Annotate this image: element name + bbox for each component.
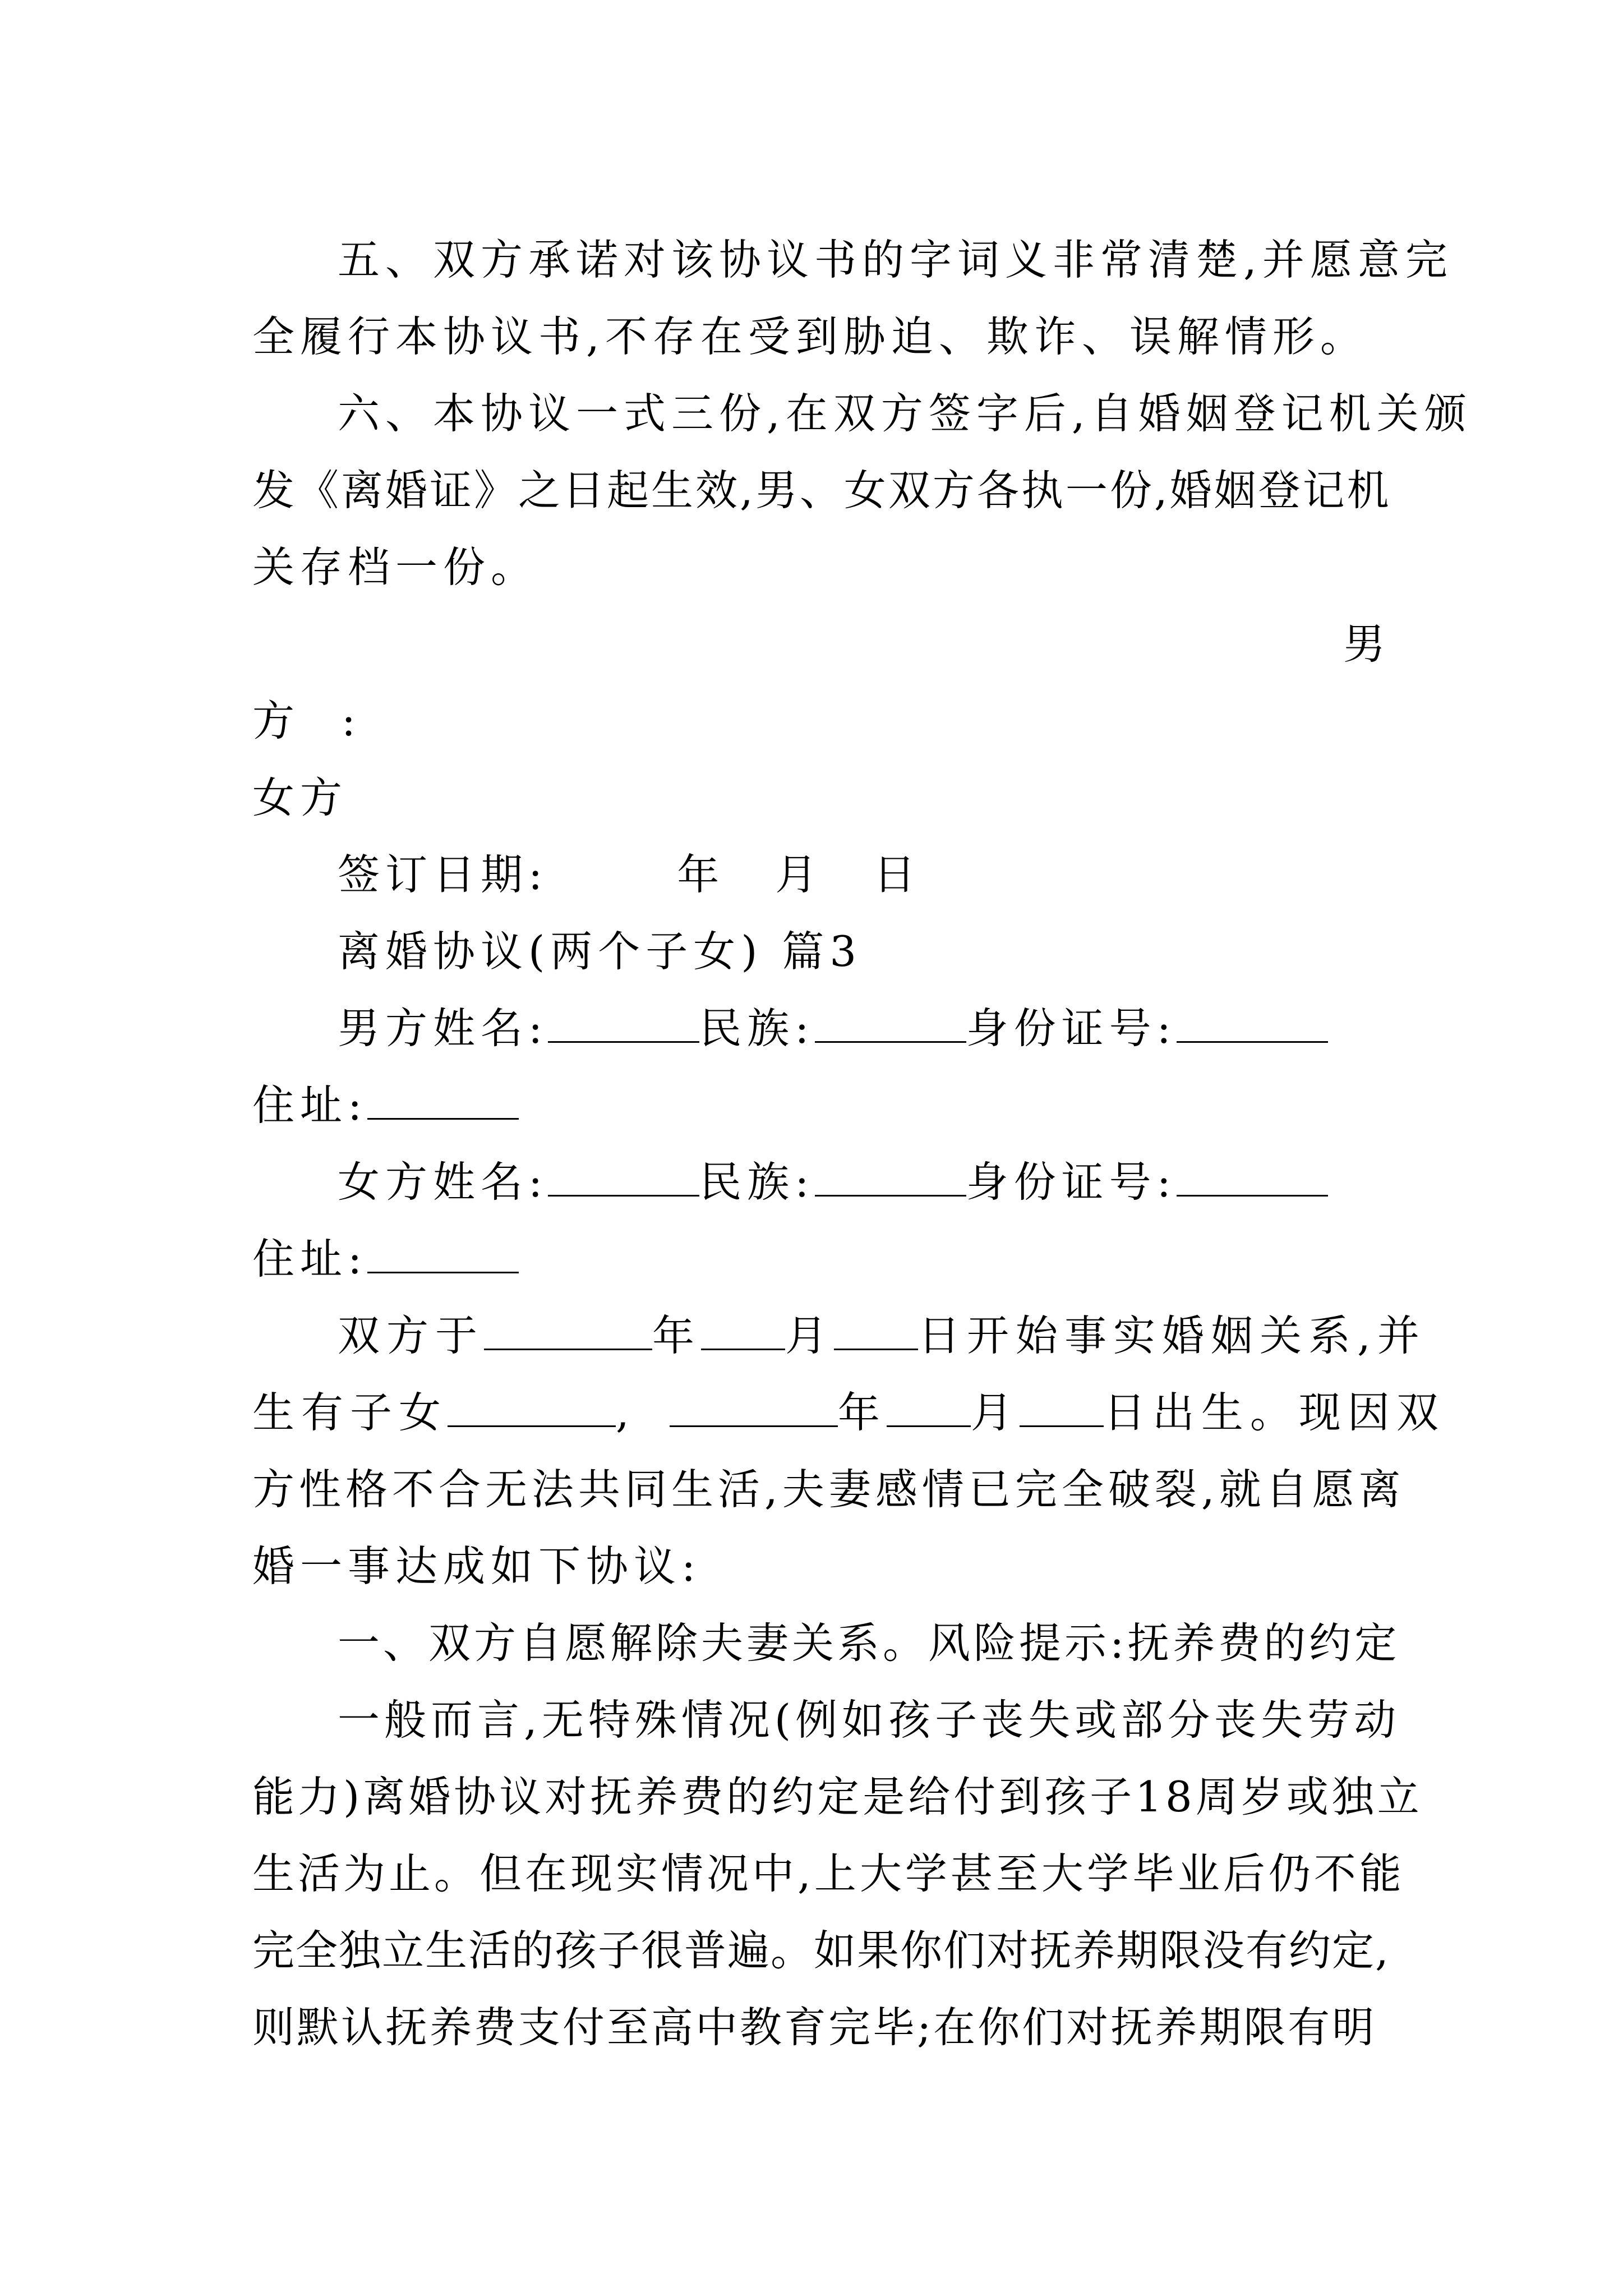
intro-l2-comma: , [616,1388,636,1437]
clause-6-line-2: 发《离婚证》之日起生效,男、女双方各执一份,婚姻登记机 [252,466,1391,515]
clause-6-line-3: 关存档一份。 [252,542,539,592]
intro-l2-month: 月 [970,1388,1020,1437]
birth-day-blank [1020,1389,1104,1427]
birth-month-blank [887,1389,971,1427]
male-ethnicity-blank [815,1005,966,1043]
male-signature-label: 方 : [252,696,373,746]
intro-l2-text-e: 日出生。现因双 [1103,1388,1445,1437]
clause-5-line-1: 五、双方承诺对该协议书的字词义非常清楚,并愿意完 [338,235,1453,284]
intro-l2-year: 年 [837,1388,887,1437]
female-name-blank [548,1159,699,1197]
female-address-blank [367,1236,519,1273]
paragraph-line-1: 一般而言,无特殊情况(例如孩子丧失或部分丧失劳动 [338,1695,1401,1745]
marriage-day-blank [834,1313,918,1350]
birth-year-blank [670,1389,838,1427]
female-address-label: 住址: [252,1234,368,1283]
female-ethnicity-blank [815,1159,966,1197]
male-id-blank [1177,1005,1328,1043]
intro-l2-text-a: 生有子女 [252,1388,448,1437]
female-info-line [252,1144,1385,1221]
document-page [252,222,1472,2066]
female-id-blank [1177,1159,1328,1197]
male-ethnicity-label: 民族: [699,1004,815,1053]
male-address-label: 住址: [252,1080,368,1130]
intro-l1-month: 月 [785,1311,834,1360]
signing-date-label: 签订日期: [338,850,548,899]
female-name-label: 女方姓名: [338,1157,548,1207]
intro-line-4: 婚一事达成如下协议: [252,1542,702,1591]
male-address-blank [367,1082,519,1120]
item-1-line: 一、双方自愿解除夫妻关系。风险提示:抚养费的约定 [338,1618,1400,1668]
female-signature-label: 女方 [252,773,348,822]
signing-date-month: 月 [775,850,823,899]
intro-l1-year: 年 [652,1311,702,1360]
male-name-blank [548,1005,699,1043]
intro-line-3: 方性格不合无法共同生活,夫妻感情已完全破裂,就自愿离 [252,1465,1405,1514]
male-address-line [252,1067,1385,1144]
female-id-label: 身份证号: [966,1157,1177,1207]
male-id-label: 身份证号: [966,1004,1177,1053]
signing-date-year: 年 [677,850,725,899]
clause-6-line-1: 六、本协议一式三份,在双方签字后,自婚姻登记机关颁 [338,389,1472,438]
intro-line-2 [252,1374,1445,1451]
female-ethnicity-label: 民族: [699,1157,815,1207]
intro-l1-text-a: 双方于 [338,1311,485,1360]
signing-date-day: 日 [873,850,921,899]
male-name-label: 男方姓名: [338,1004,548,1053]
female-address-line [252,1221,1385,1297]
paragraph-line-4: 完全独立生活的孩子很普遍。如果你们对抚养期限没有约定, [252,1926,1390,1975]
intro-line-1 [252,1297,1426,1374]
signing-date [252,836,1385,913]
marriage-month-blank [701,1313,785,1350]
paragraph-line-3: 生活为止。但在现实情况中,上大学甚至大学毕业后仍不能 [252,1849,1405,1898]
paragraph-line-5: 则默认抚养费支付至高中教育完毕;在你们对抚养期限有明 [252,2003,1377,2052]
section-title: 离婚协议(两个子女) 篇3 [338,927,863,976]
male-info-line [252,990,1385,1067]
child-name-blank [448,1389,616,1427]
male-signature-char: 男 [1343,619,1385,669]
intro-l1-text-d: 日开始事实婚姻关系,并 [918,1311,1426,1360]
paragraph-line-2: 能力)离婚协议对抚养费的约定是给付到孩子18周岁或独立 [252,1772,1423,1821]
marriage-year-blank [484,1313,652,1350]
clause-5-line-2: 全履行本协议书,不存在受到胁迫、欺诈、误解情形。 [252,312,1368,361]
